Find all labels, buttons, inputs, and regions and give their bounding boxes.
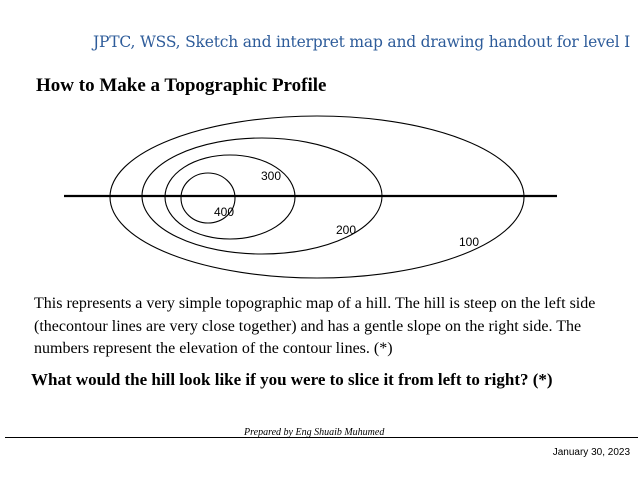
description-line: numbers represent the elevation of the contour lines. (*) xyxy=(34,340,393,357)
section-heading: How to Make a Topographic Profile xyxy=(36,75,327,96)
footer-date: January 30, 2023 xyxy=(552,447,630,458)
contour-label-200: 200 xyxy=(336,223,357,237)
contour-label-100: 100 xyxy=(459,235,480,249)
footer-divider xyxy=(5,437,638,438)
question-text: What would the hill look like if you were to slice it from left to right? (*) xyxy=(31,370,553,389)
prepared-by-credit: Prepared by Eng Shuaib Muhumed xyxy=(244,427,385,438)
header-title: JPTC, WSS, Sketch and interpret map and drawing handout for level I xyxy=(93,33,630,51)
contour-label-400: 400 xyxy=(214,205,235,219)
contour-label-300: 300 xyxy=(261,169,282,183)
description-line: This represents a very simple topographic map of a hill. The hill is steep on the left side xyxy=(34,295,596,312)
description-line: (thecontour lines are very close together) and has a gentle slope on the right side. The xyxy=(34,317,582,335)
description-paragraph xyxy=(34,293,634,361)
